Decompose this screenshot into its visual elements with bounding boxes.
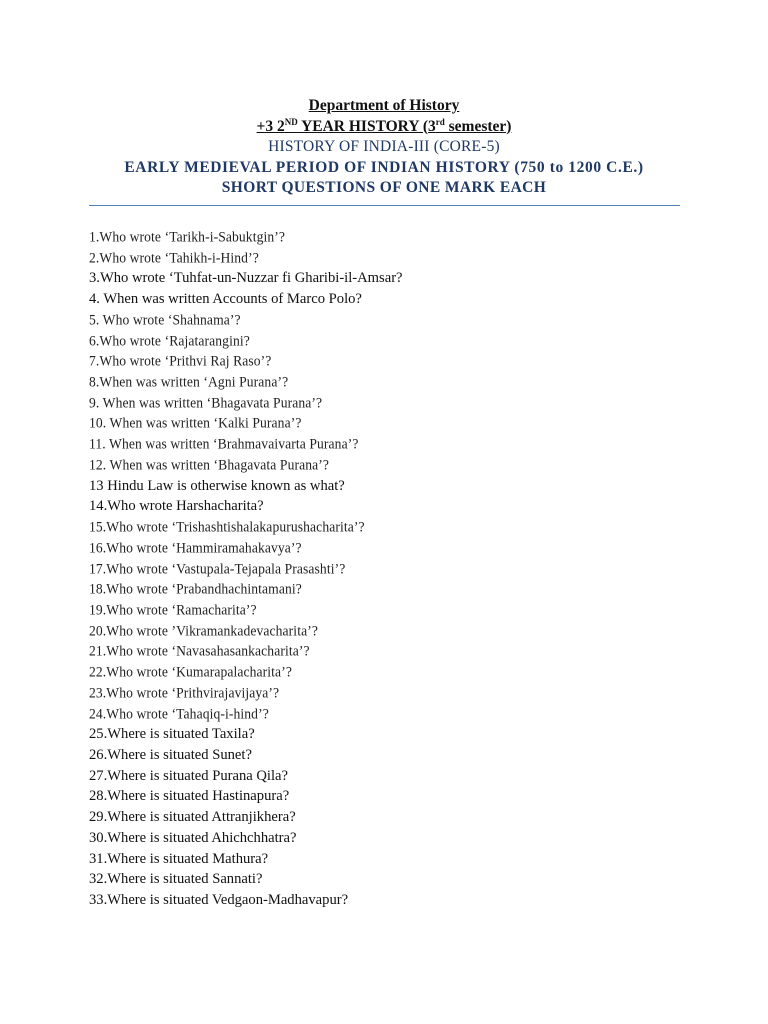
question-item: 19.Who wrote ‘Ramacharita’? [89,601,257,618]
question-item: 11. When was written ‘Brahmavaivarta Purana’? [89,435,359,452]
question-item: 18.Who wrote ‘Prabandhachintamani? [89,580,302,597]
question-item: 32.Where is situated Sannati? [89,871,263,888]
course-title: HISTORY OF INDIA-III (CORE-5) [268,138,500,155]
question-item: 27.Where is situated Purana Qila? [89,767,288,784]
question-item: 14.Who wrote Harshacharita? [89,498,264,515]
question-item: 29.Where is situated Attranjikhera? [89,809,296,826]
document-header [0,96,768,199]
question-item: 6.Who wrote ‘Rajatarangini? [89,331,250,349]
header-divider [89,205,680,206]
question-item: 20.Who wrote ’Vikramankadevacharita’? [89,621,318,639]
question-item: 33.Where is situated Vedgaon-Madhavapur? [89,892,349,908]
question-item: 23.Who wrote ‘Prithvirajavijaya’? [89,684,280,701]
question-item: 25.Where is situated Taxila? [89,726,255,743]
question-item: 22.Who wrote ‘Kumarapalacharita’? [89,663,292,680]
question-item: 17.Who wrote ‘Vastupala-Tejapala Prasashti’? [89,559,346,577]
question-item: 30.Where is situated Ahichchhatra? [89,829,297,846]
question-item: 28.Where is situated Hastinapura? [89,788,290,805]
question-item: 9. When was written ‘Bhagavata Purana’? [89,394,323,411]
question-item: 5. Who wrote ‘Shahnama’? [89,311,241,328]
question-item: 15.Who wrote ‘Trishashtishalakapurushacharita’? [89,518,365,535]
question-item: 24.Who wrote ‘Tahaqiq-i-hind’? [89,704,269,722]
question-item: 2.Who wrote ‘Tahikh-i-Hind’? [89,249,259,266]
year-semester-title: +3 2ND YEAR HISTORY (3rd semester) [256,116,512,135]
question-item: 13 Hindu Law is otherwise known as what? [89,477,345,494]
question-item: 12. When was written ‘Bhagavata Purana’? [89,456,330,473]
section-title: SHORT QUESTIONS OF ONE MARK EACH [221,179,547,196]
period-title: EARLY MEDIEVAL PERIOD OF INDIAN HISTORY (750 to 1200 C.E.) [124,158,644,176]
question-list [89,227,689,911]
question-item: 3.Who wrote ‘Tuhfat-un-Nuzzar fi Gharibi-il-Amsar? [89,270,403,287]
question-item: 7.Who wrote ‘Prithvi Raj Raso’? [89,352,272,369]
question-item: 1.Who wrote ‘Tarikh-i-Sabuktgin’? [89,228,286,245]
question-item: 16.Who wrote ‘Hammiramahakavya’? [89,539,302,556]
question-item: 26.Where is situated Sunet? [89,746,252,763]
question-item: 10. When was written ‘Kalki Purana’? [89,414,302,431]
question-item: 31.Where is situated Mathura? [89,850,269,867]
question-item: 4. When was written Accounts of Marco Polo? [89,291,362,308]
department-title: Department of History [308,97,460,114]
question-item: 8.When was written ‘Agni Purana’? [89,373,289,390]
question-item: 21.Who wrote ‘Navasahasankacharita’? [89,642,310,659]
